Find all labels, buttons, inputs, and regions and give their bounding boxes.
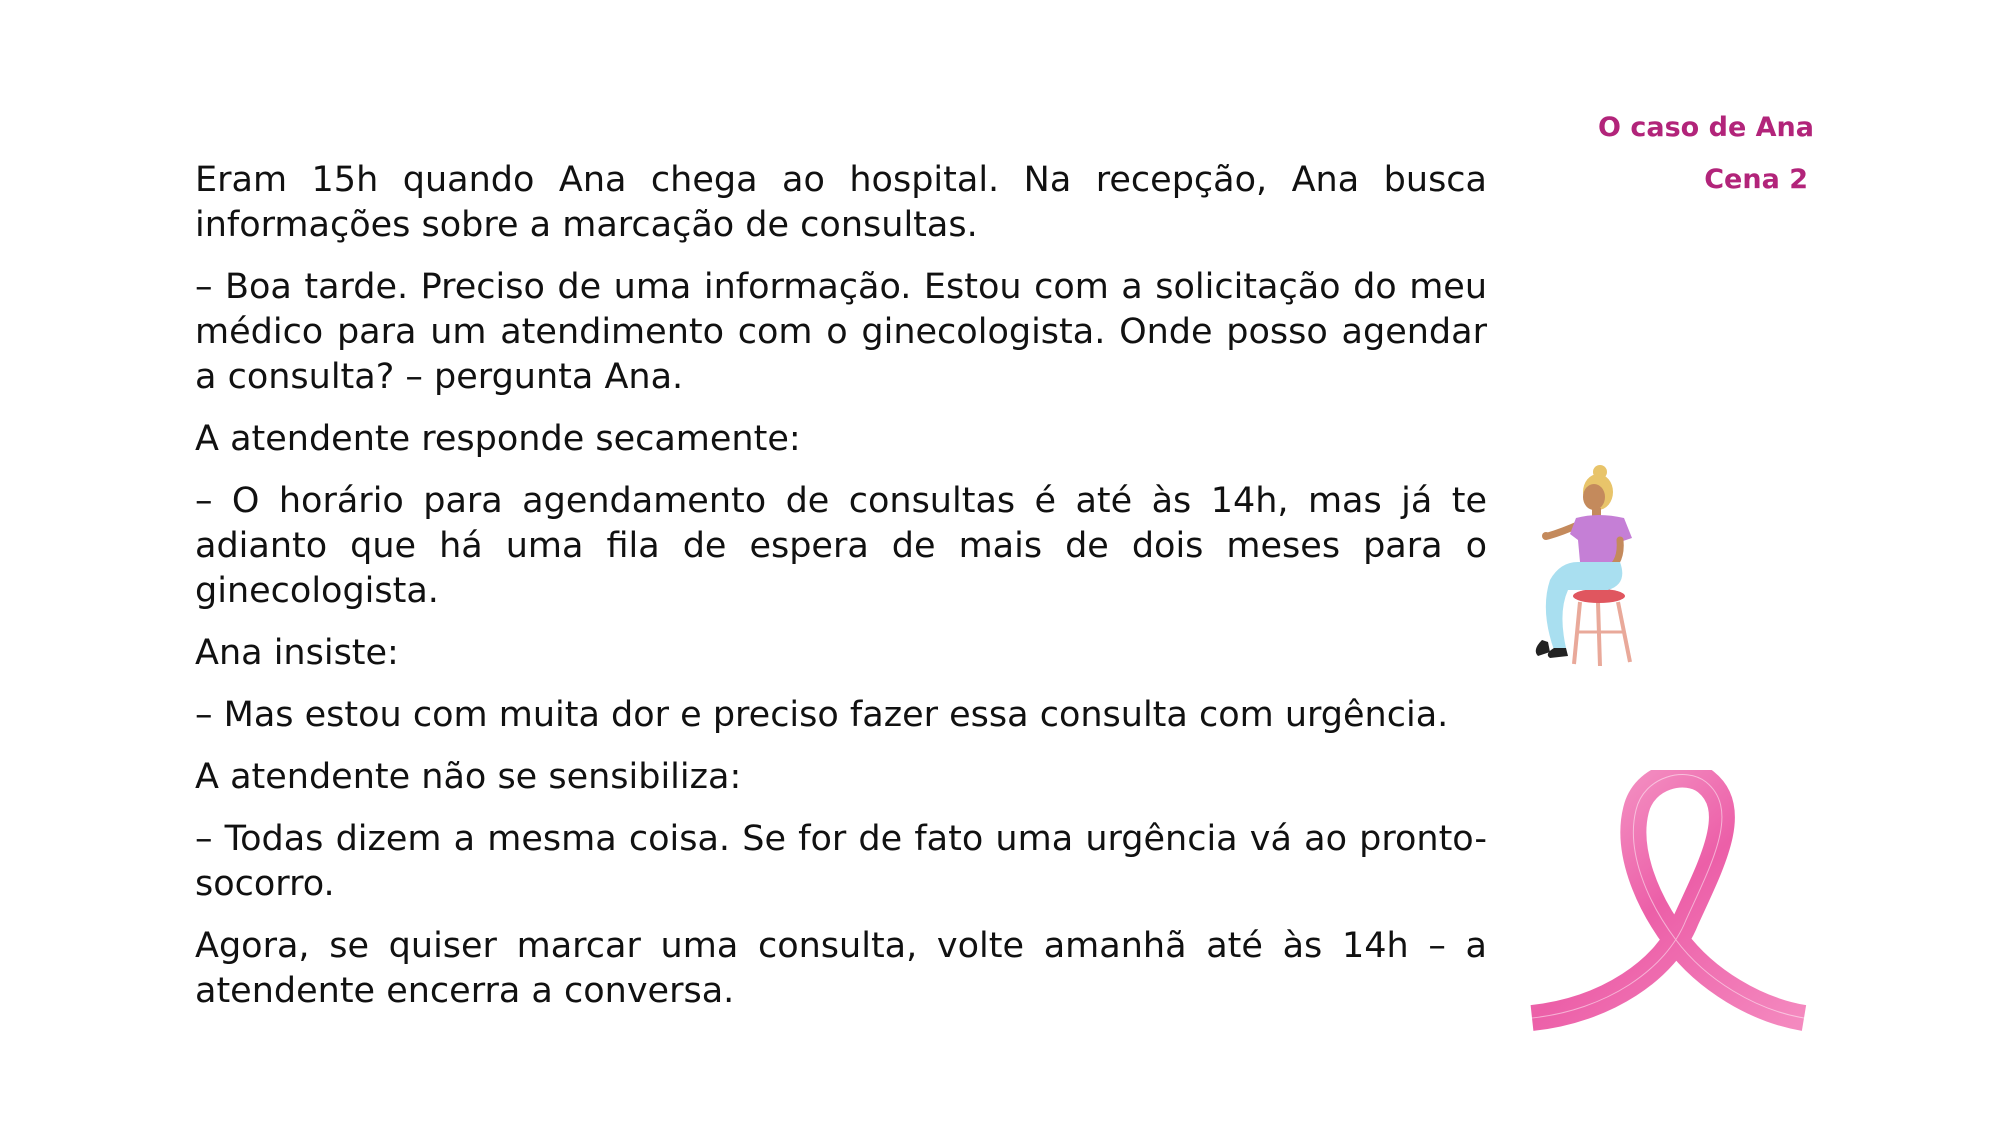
scene-label: Cena 2 [1704,164,1808,195]
story-text [195,158,1487,1031]
paragraph-2: – Boa tarde. Preciso de uma informação. Estou com a solicitação do meu médico para um atendimento com o ginecologista. Onde posso agendar a consulta? – pergunta Ana. [195,267,1487,397]
woman-on-stool-illustration [1528,462,1648,667]
paragraph-6: – Mas estou com muita dor e preciso fazer essa consulta com urgência. [195,695,1449,735]
paragraph-1: Eram 15h quando Ana chega ao hospital. Na recepção, Ana busca informações sobre a marcação de consultas. [195,160,1487,245]
paragraph-9: Agora, se quiser marcar uma consulta, volte amanhã até às 14h – a atendente encerra a conversa. [195,926,1487,1011]
pink-ribbon-icon [1526,770,1808,1032]
paragraph-7: A atendente não se sensibiliza: [195,757,742,797]
paragraph-4: – O horário para agendamento de consultas é até às 14h, mas já te adianto que há uma fila de espera de mais de dois meses para o ginecologista. [195,481,1487,611]
paragraph-8: – Todas dizem a mesma coisa. Se for de fato uma urgência vá ao pronto-socorro. [195,819,1487,904]
slide-title: O caso de Ana [1598,112,1814,143]
paragraph-5: Ana insiste: [195,633,399,673]
paragraph-3: A atendente responde secamente: [195,419,801,459]
